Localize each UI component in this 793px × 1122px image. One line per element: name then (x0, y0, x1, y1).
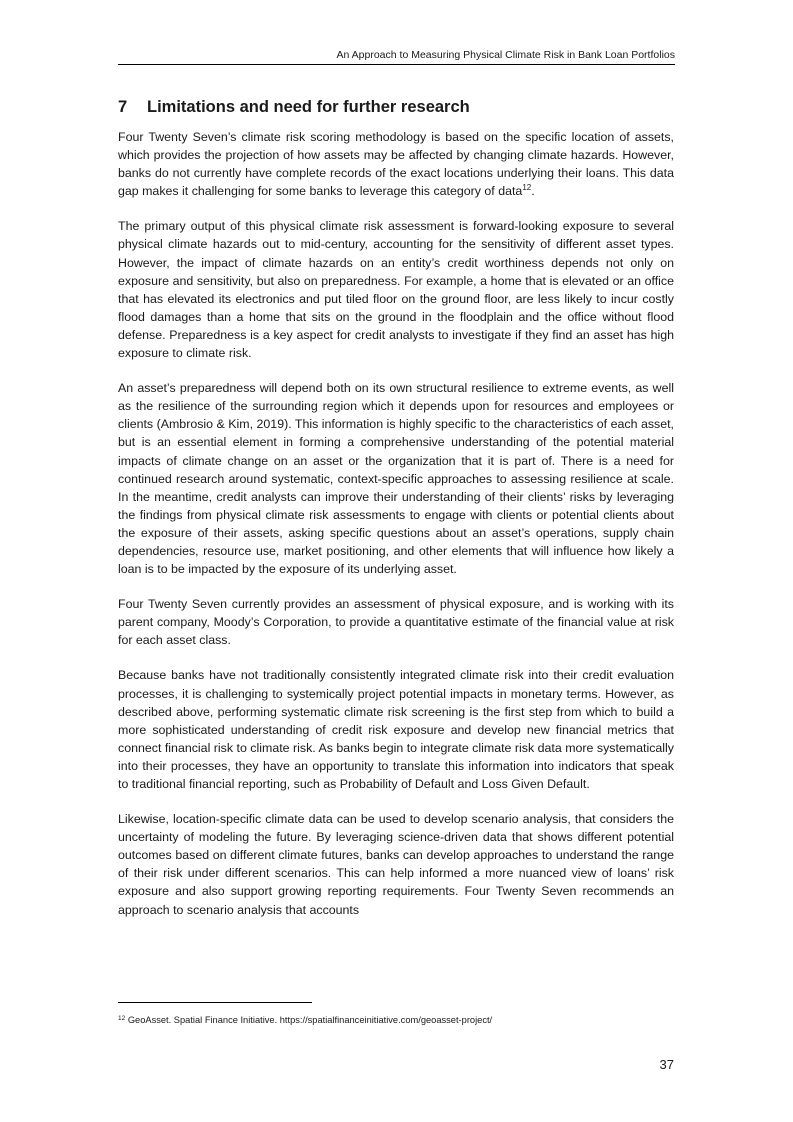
footnote-text: GeoAsset. Spatial Finance Initiative. https://spatialfinanceinitiative.com/geoasset-project/ (125, 1015, 493, 1025)
section-heading (118, 96, 674, 118)
paragraph-scenario-analysis: Likewise, location-specific climate data can be used to develop scenario analysis, that considers the uncertainty of modeling the future. By leveraging science-driven data that shows different potential outcomes based on different climate futures, banks can develop approaches to understand the range of their risk under different scenarios. This can help informed a more nuanced view of loans’ risk exposure and also support growing reporting requirements. Four Twenty Seven recommends an approach to scenario analysis that accounts (118, 812, 674, 917)
paragraph-financial-metrics: Because banks have not traditionally consistently integrated climate risk into their credit evaluation processes, it is challenging to systemically project potential impacts in monetary terms. However, as described above, performing systematic climate risk screening is the first step from which to build a more sophisticated understanding of credit risk exposure and develop new financial metrics that connect financial risk to climate risk. As banks begin to integrate climate risk data more systematically into their processes, they have an opportunity to translate this information into indicators that speak to traditional financial reporting, such as Probability of Default and Loss Given Default. (118, 668, 674, 791)
running-header: An Approach to Measuring Physical Climate Risk in Bank Loan Portfolios (336, 49, 675, 61)
paragraph-resilience: An asset’s preparedness will depend both on its own structural resilience to extreme events, as well as the resilience of the surrounding region which it depends upon for resources and employees or clients (Ambrosio & Kim, 2019). This information is highly specific to the characteristics of each asset, but is an essential element in forming a comprehensive understanding of the potential material impacts of climate change on an asset or the organization that it is part of. There is a need for continued research around systematic, context-specific approaches to assessing resilience at scale. In the meantime, credit analysts can improve their understanding of their clients’ risks by leveraging the findings from physical climate risk assessments to engage with clients or potential clients about the exposure of their assets, asking specific questions about an asset’s operations, supply chain dependencies, resource use, market positioning, and other elements that will influence how likely a loan is to be impacted by the exposure of its underlying asset. (118, 381, 674, 577)
section-number: 7 (118, 98, 128, 116)
page-body (118, 96, 674, 936)
header-rule (118, 64, 675, 65)
paragraph-end-punctuation: . (531, 184, 535, 199)
paragraph-preparedness: The primary output of this physical climate risk assessment is forward-looking exposure to several physical climate hazards out to mid-century, accounting for the sensitivity of different asset types. However, the impact of climate hazards on an entity’s credit worthiness depends not only on exposure and sensitivity, but also on preparedness. For example, a home that is elevated or an office that has elevated its electronics and put tiled floor on the ground floor, are less likely to incur costly flood damages than a home that sits on the ground in the floodplain and the office without flood defense. Preparedness is a key aspect for credit analysts to investigate if they find an asset has high exposure to climate risk. (118, 219, 674, 361)
paragraph-value-at-risk: Four Twenty Seven currently provides an assessment of physical exposure, and is working with its parent company, Moody’s Corporation, to provide a quantitative estimate of the financial value at risk for each asset class. (118, 597, 674, 648)
paragraph-data-gap (118, 128, 674, 200)
footnote-reference: 12 (522, 183, 532, 193)
paragraph-text: Four Twenty Seven’s climate risk scoring methodology is based on the specific location of assets, which provides the projection of how assets may be affected by changing climate hazards. However, banks do not currently have complete records of the exact locations underlying their loans. This data gap makes it challenging for some banks to leverage this category of data (118, 130, 674, 199)
footnote-rule (118, 1002, 312, 1003)
section-title: Limitations and need for further research (147, 98, 470, 116)
footnote (118, 1014, 674, 1026)
footnote-marker: 12 (118, 1015, 126, 1022)
page-number: 37 (659, 1057, 674, 1072)
